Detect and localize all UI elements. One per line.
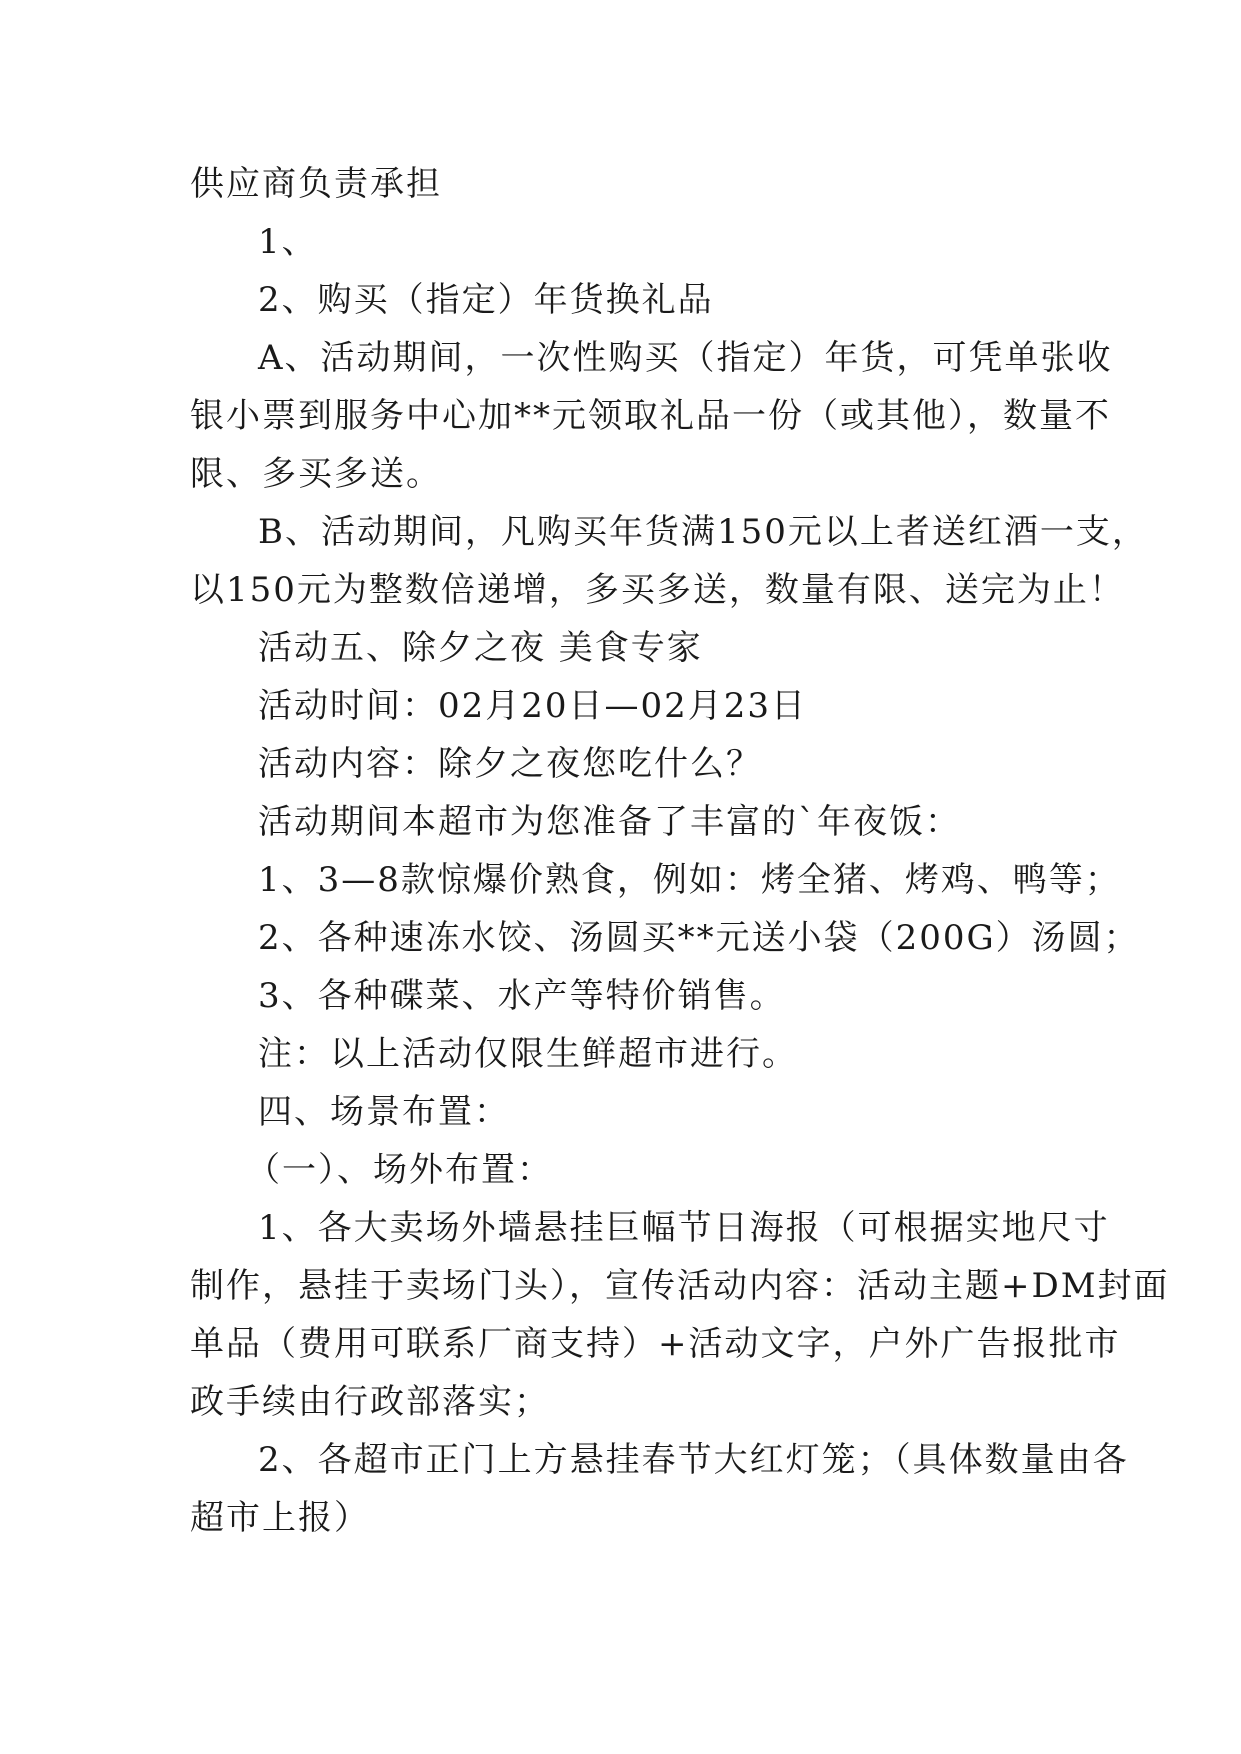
paragraph-line: 限、多买多送。 (190, 454, 442, 494)
paragraph-line: 超市上报） (190, 1498, 370, 1538)
subsection-heading: （一）、场外布置： (246, 1150, 553, 1190)
paragraph-line: 2、购买（指定）年货换礼品 (258, 280, 714, 320)
paragraph-line: 活动五、除夕之夜 美食专家 (258, 628, 703, 668)
paragraph-line: 1、 (258, 222, 318, 262)
paragraph-line: 1、各大卖场外墙悬挂巨幅节日海报（可根据实地尺寸 (258, 1208, 1110, 1248)
paragraph-line: 2、各超市正门上方悬挂春节大红灯笼；（具体数量由各 (258, 1440, 1129, 1480)
paragraph-line: B、活动期间，凡购买年货满150元以上者送红酒一支， (258, 512, 1148, 552)
paragraph-line: 2、各种速冻水饺、汤圆买**元送小袋（200G）汤圆； (258, 918, 1140, 958)
paragraph-line: 3、各种碟菜、水产等特价销售。 (258, 976, 786, 1016)
paragraph-line: 以150元为整数倍递增，多买多送，数量有限、送完为止！ (190, 570, 1125, 610)
paragraph-line: 注：以上活动仅限生鲜超市进行。 (258, 1034, 798, 1074)
section-heading: 四、场景布置： (258, 1092, 510, 1132)
paragraph-line: 银小票到服务中心加**元领取礼品一份（或其他），数量不 (190, 396, 1111, 436)
paragraph-line: 单品（费用可联系厂商支持）+活动文字，户外广告报批市 (190, 1324, 1121, 1364)
paragraph-line: A、活动期间，一次性购买（指定）年货，可凭单张收 (258, 338, 1113, 378)
paragraph-line: 活动期间本超市为您准备了丰富的`年夜饭： (258, 802, 961, 842)
paragraph-line: 制作，悬挂于卖场门头），宣传活动内容：活动主题+DM封面 (190, 1266, 1170, 1306)
document-body (190, 155, 1170, 1547)
paragraph-line: 活动内容：除夕之夜您吃什么？ (258, 744, 762, 784)
paragraph-line: 活动时间：02月20日—02月23日 (258, 686, 808, 726)
paragraph-line: 供应商负责承担 (190, 164, 442, 204)
paragraph-line: 政手续由行政部落实； (190, 1382, 550, 1422)
paragraph-line: 1、3—8款惊爆价熟食，例如：烤全猪、烤鸡、鸭等； (258, 860, 1121, 900)
